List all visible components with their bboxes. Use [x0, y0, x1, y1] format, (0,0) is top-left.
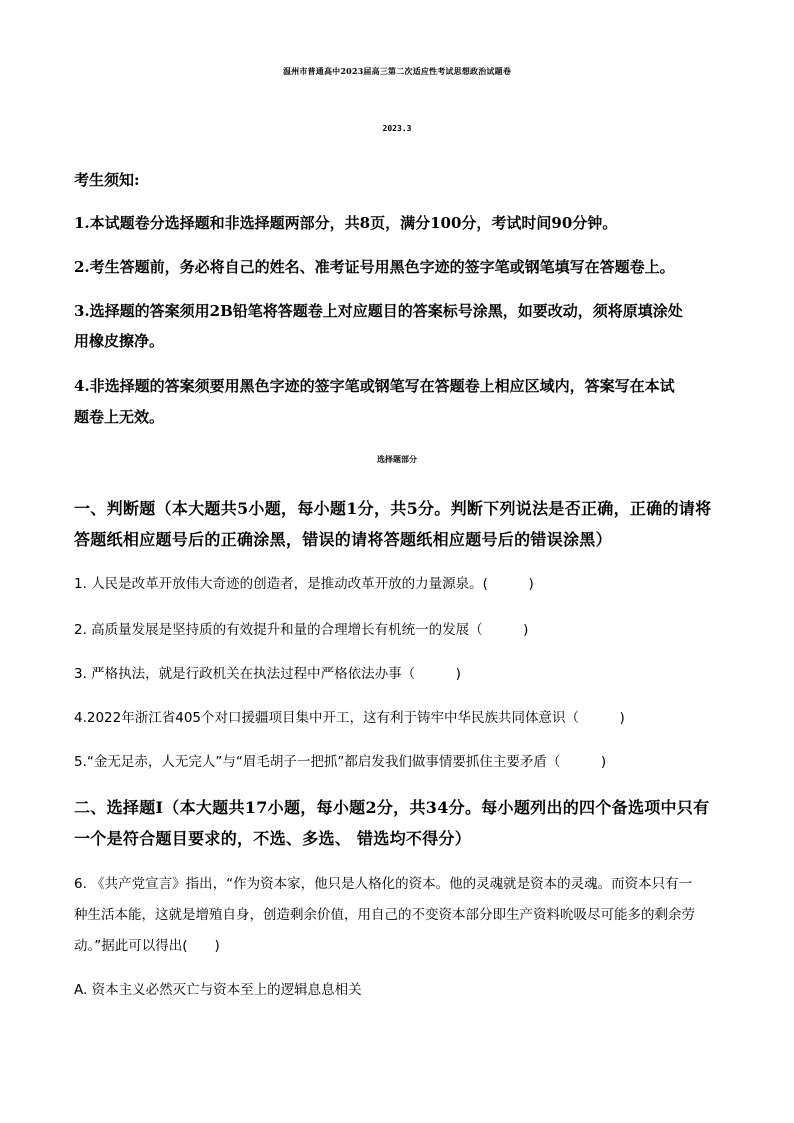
section-1-line-2: 答题纸相应题号后的正确涂黑，错误的请将答题纸相应题号后的错误涂黑）	[74, 530, 612, 549]
notice-item-4-line-1: 4.非选择题的答案须要用黑色字迹的签字笔或钢笔写在答题卷上相应区域内，答案写在本试	[74, 377, 675, 395]
notice-heading: 考生须知:	[74, 171, 140, 189]
notice-item-3-line-1: 3.选择题的答案须用2B铅笔将答题卷上对应题目的答案标号涂黑，如要改动，须将原填涂处	[74, 302, 683, 320]
question-6-line-2: 种生活本能，这就是增殖自身，创造剩余价值，用自己的不变资本部分即生产资料吮吸尽可能多的剩余劳	[74, 907, 695, 923]
part-heading: 选择题部分	[377, 454, 417, 464]
judgment-question-4: 4.2022年浙江省405个对口援疆项目集中开工，这有利于铸牢中华民族共同体意识（ )	[74, 710, 625, 726]
notice-item-1: 1.本试题卷分选择题和非选择题两部分，共8页，满分100分，考试时间90分钟。	[74, 214, 618, 232]
judgment-question-5: 5.“金无足赤，人无完人”与“眉毛胡子一把抓”都启发我们做事情要抓住主要矛盾（ )	[74, 754, 607, 770]
section-2-line-1: 二、选择题Ⅰ（本大题共17小题，每小题2分，共34分。每小题列出的四个备选项中只有	[74, 798, 710, 817]
notice-item-2: 2.考生答题前，务必将自己的姓名、准考证号用黑色字迹的签字笔或钢笔填写在答题卷上。	[74, 258, 675, 276]
section-1-line-1: 一、判断题（本大题共5小题，每小题1分，共5分。判断下列说法是否正确，正确的请将	[74, 499, 712, 518]
question-6-option-a: A. 资本主义必然灭亡与资本至上的逻辑息息相关	[74, 982, 362, 998]
notice-item-3-line-2: 用橡皮擦净。	[74, 332, 165, 350]
judgment-question-2: 2. 高质量发展是坚持质的有效提升和量的合理增长有机统一的发展（ )	[74, 622, 529, 638]
question-6-line-3: 动。”据此可以得出( )	[74, 938, 220, 954]
exam-title: 温州市普通高中2023届高三第二次适应性考试思想政治试题卷	[282, 66, 512, 76]
judgment-question-1: 1. 人民是改革开放伟大奇迹的创造者，是推动改革开放的力量源泉。( )	[74, 576, 534, 592]
notice-item-4-line-2: 题卷上无效。	[74, 408, 165, 426]
section-2-line-2: 一个是符合题目要求的，不选、多选、 错选均不得分）	[74, 829, 472, 848]
judgment-question-3: 3. 严格执法，就是行政机关在执法过程中严格依法办事（ )	[74, 666, 461, 682]
exam-date: 2023.3	[382, 124, 412, 133]
question-6-line-1: 6. 《共产党宣言》指出，“作为资本家，他只是人格化的资本。他的灵魂就是资本的灵魂。而资本只有一	[74, 876, 693, 892]
